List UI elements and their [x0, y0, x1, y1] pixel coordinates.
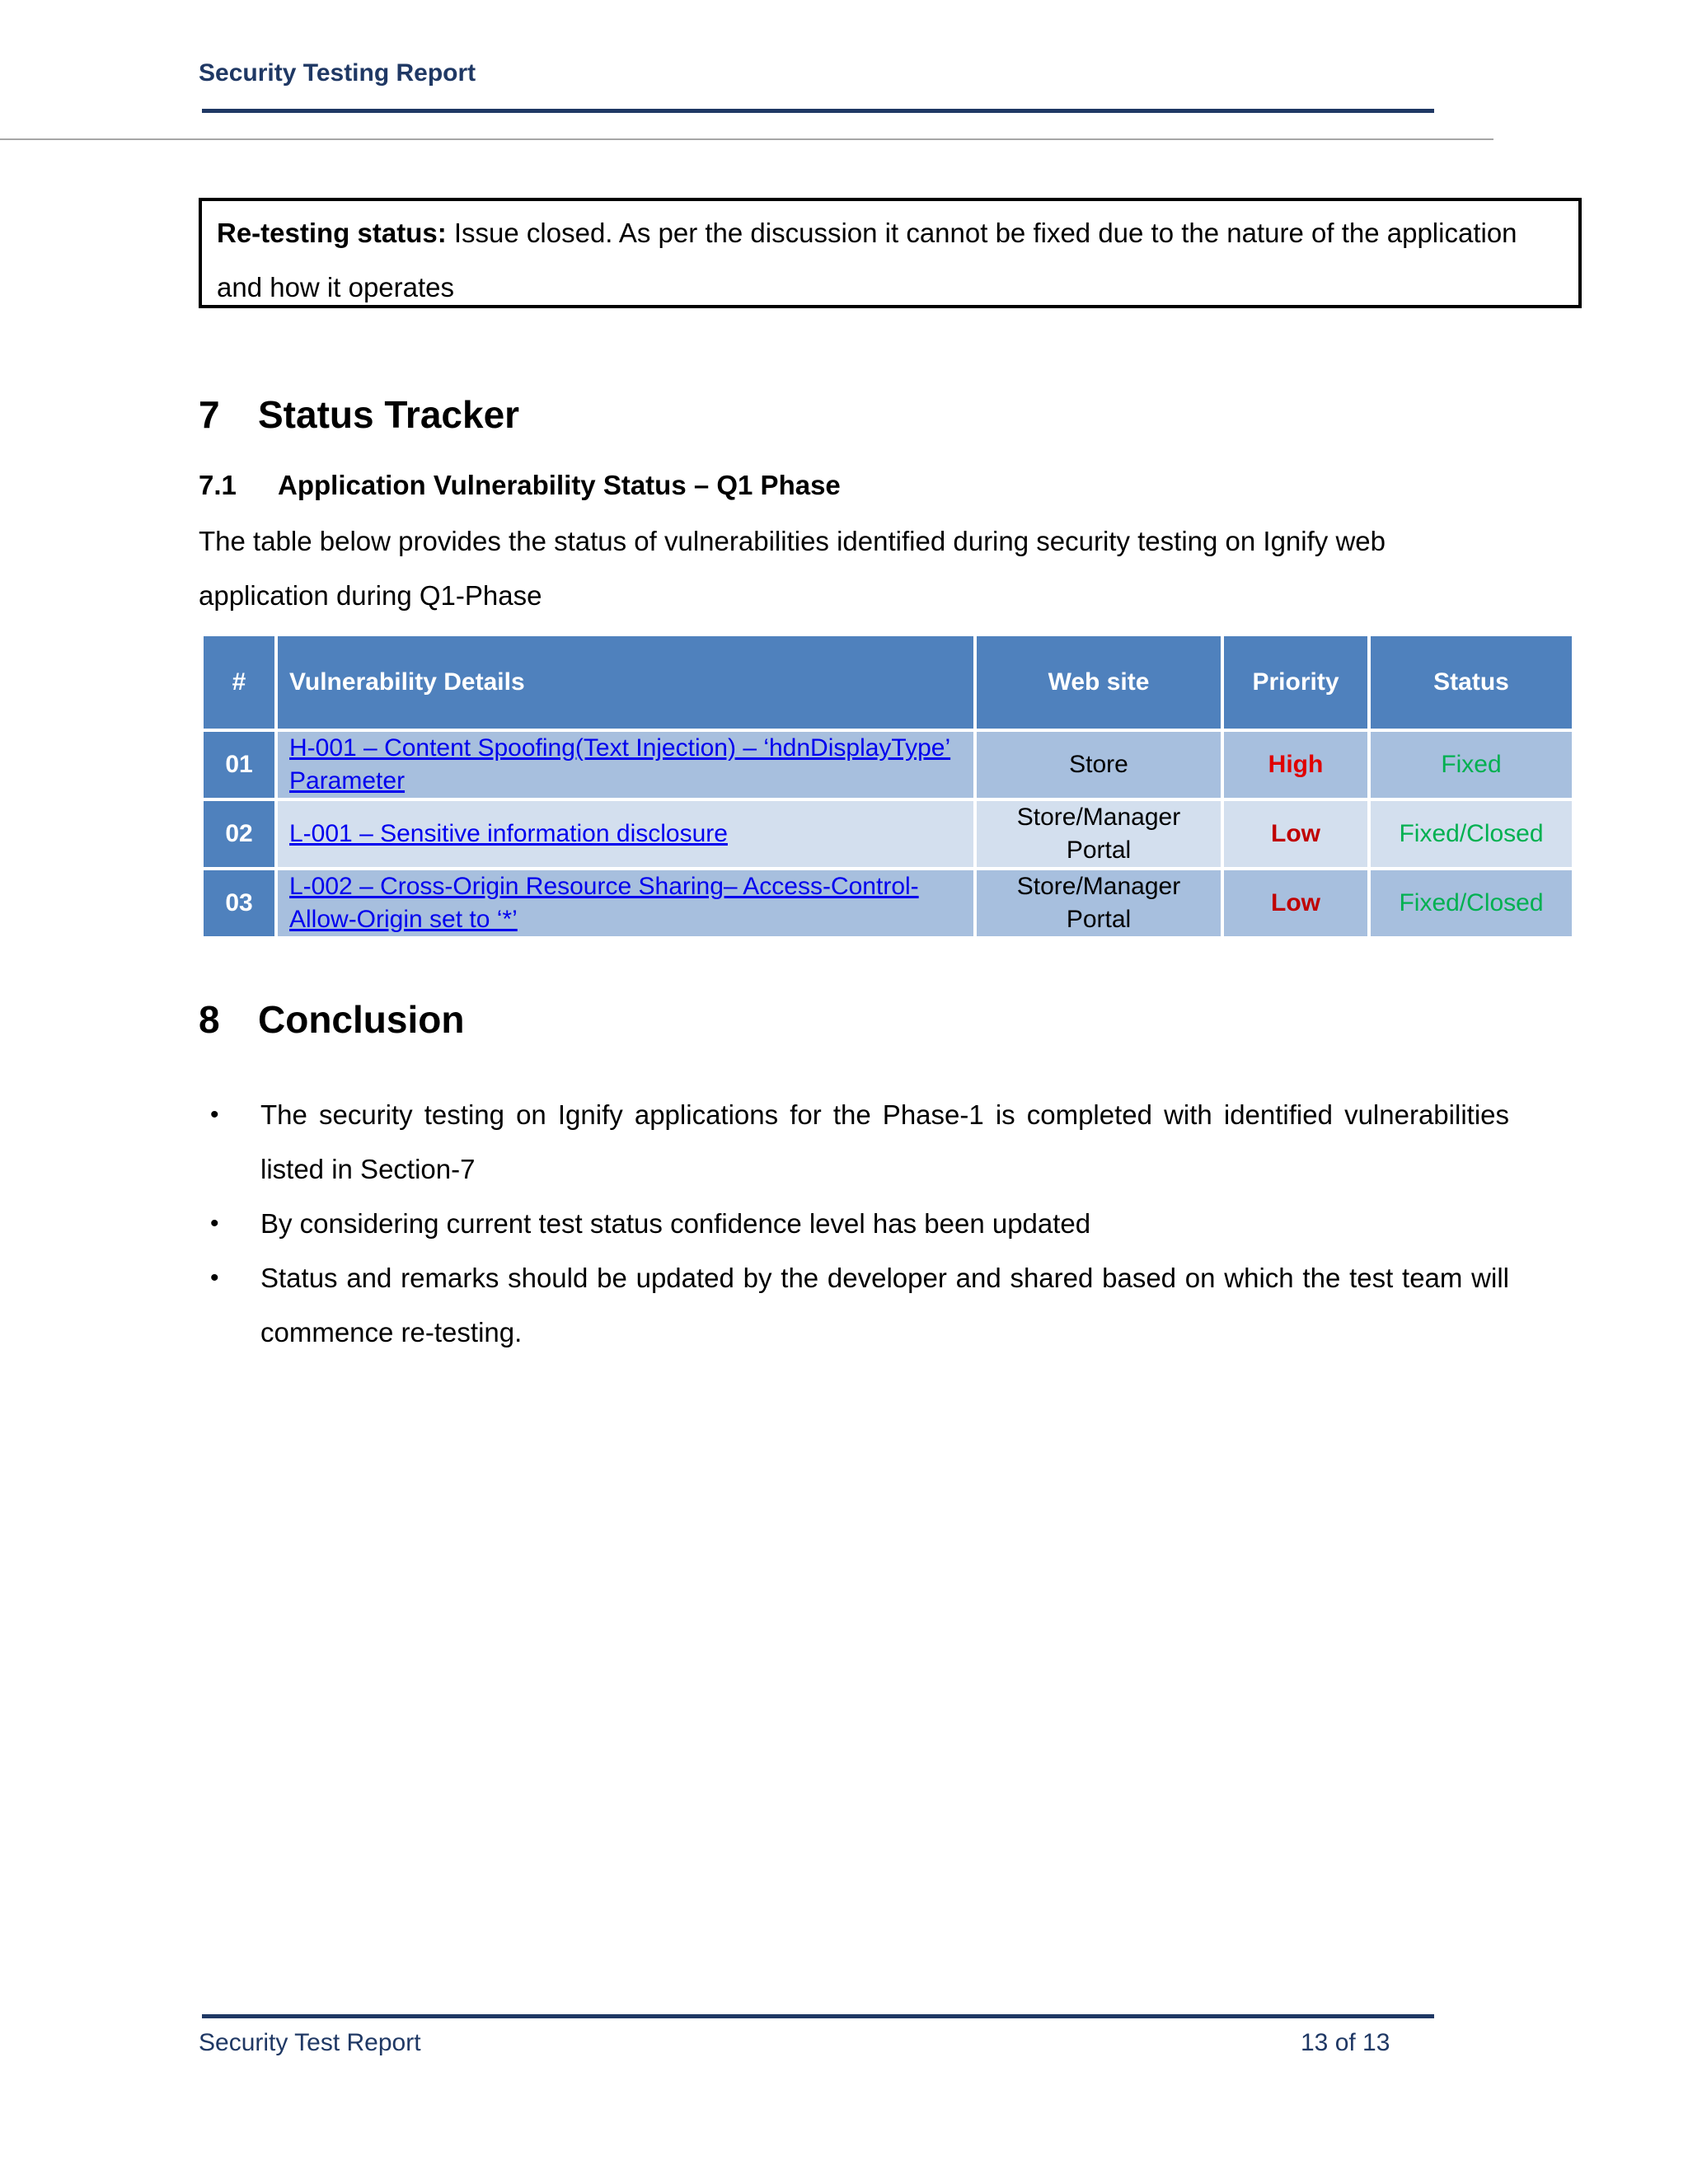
row-site: Store [975, 730, 1222, 799]
header-number: # [202, 635, 276, 730]
bullet-icon: • [210, 1101, 219, 1128]
header-divider [0, 138, 1493, 140]
section-7-1-title: Application Vulnerability Status – Q1 Phase [278, 470, 841, 500]
list-item-text: The security testing on Ignify applications for the Phase-1 is completed with identified vulnerabilities listed in Section-7 [260, 1099, 1509, 1184]
header-vulnerability-details: Vulnerability Details [276, 635, 975, 730]
section-7-number: 7 [199, 393, 220, 436]
header-status: Status [1369, 635, 1573, 730]
row-id: 02 [202, 799, 276, 869]
header-title: Security Testing Report [199, 59, 476, 87]
section-7-intro: The table below provides the status of vulnerabilities identified during security testing on Ignify web application during Q1-Phase [199, 526, 1386, 611]
row-status: Fixed [1369, 730, 1573, 799]
section-7-1-heading [199, 470, 841, 501]
retest-label: Re-testing status: [217, 218, 447, 248]
row-priority: Low [1222, 869, 1369, 938]
list-item [199, 1088, 1509, 1197]
bullet-icon: • [210, 1264, 219, 1291]
row-status: Fixed/Closed [1369, 799, 1573, 869]
row-id: 03 [202, 869, 276, 938]
section-8-title: Conclusion [258, 998, 465, 1041]
row-priority: High [1222, 730, 1369, 799]
footer-rule [202, 2014, 1434, 2018]
section-7-1-number: 7.1 [199, 470, 237, 500]
row-id: 01 [202, 730, 276, 799]
footer-title: Security Test Report [199, 2029, 421, 2056]
list-item-text: Status and remarks should be updated by the developer and shared based on which the test team will commence re-testing. [260, 1263, 1509, 1347]
retest-status-box [199, 198, 1582, 308]
table-row [202, 799, 1573, 869]
row-site: Store/Manager Portal [975, 799, 1222, 869]
table-row [202, 730, 1573, 799]
row-priority: Low [1222, 799, 1369, 869]
section-8-number: 8 [199, 998, 220, 1041]
conclusion-list [199, 1088, 1509, 1360]
table-header-row [202, 635, 1573, 730]
retest-text: Issue closed. As per the discussion it cannot be fixed due to the nature of the application and how it operates [217, 218, 1517, 302]
vulnerability-link[interactable]: L-002 – Cross-Origin Resource Sharing– Access-Control-Allow-Origin set to ‘*’ [289, 873, 919, 933]
bullet-icon: • [210, 1210, 219, 1237]
vulnerability-link-cell [276, 730, 975, 799]
section-7-heading [199, 392, 519, 437]
header-rule [202, 109, 1434, 113]
row-site: Store/Manager Portal [975, 869, 1222, 938]
page-number: 13 of 13 [1301, 2029, 1390, 2056]
table-row [202, 869, 1573, 938]
header-priority: Priority [1222, 635, 1369, 730]
vulnerability-link[interactable]: H-001 – Content Spoofing(Text Injection) – ‘hdnDisplayType’ Parameter [289, 734, 951, 794]
row-status: Fixed/Closed [1369, 869, 1573, 938]
section-8-heading [199, 997, 464, 1042]
vulnerability-link[interactable]: L-001 – Sensitive information disclosure [289, 820, 728, 847]
list-item [199, 1251, 1509, 1360]
header-web-site: Web site [975, 635, 1222, 730]
vulnerability-status-table [200, 633, 1575, 940]
list-item-text: By considering current test status confidence level has been updated [260, 1208, 1091, 1239]
list-item [199, 1197, 1509, 1251]
section-7-title: Status Tracker [258, 393, 520, 436]
vulnerability-link-cell [276, 869, 975, 938]
vulnerability-link-cell [276, 799, 975, 869]
